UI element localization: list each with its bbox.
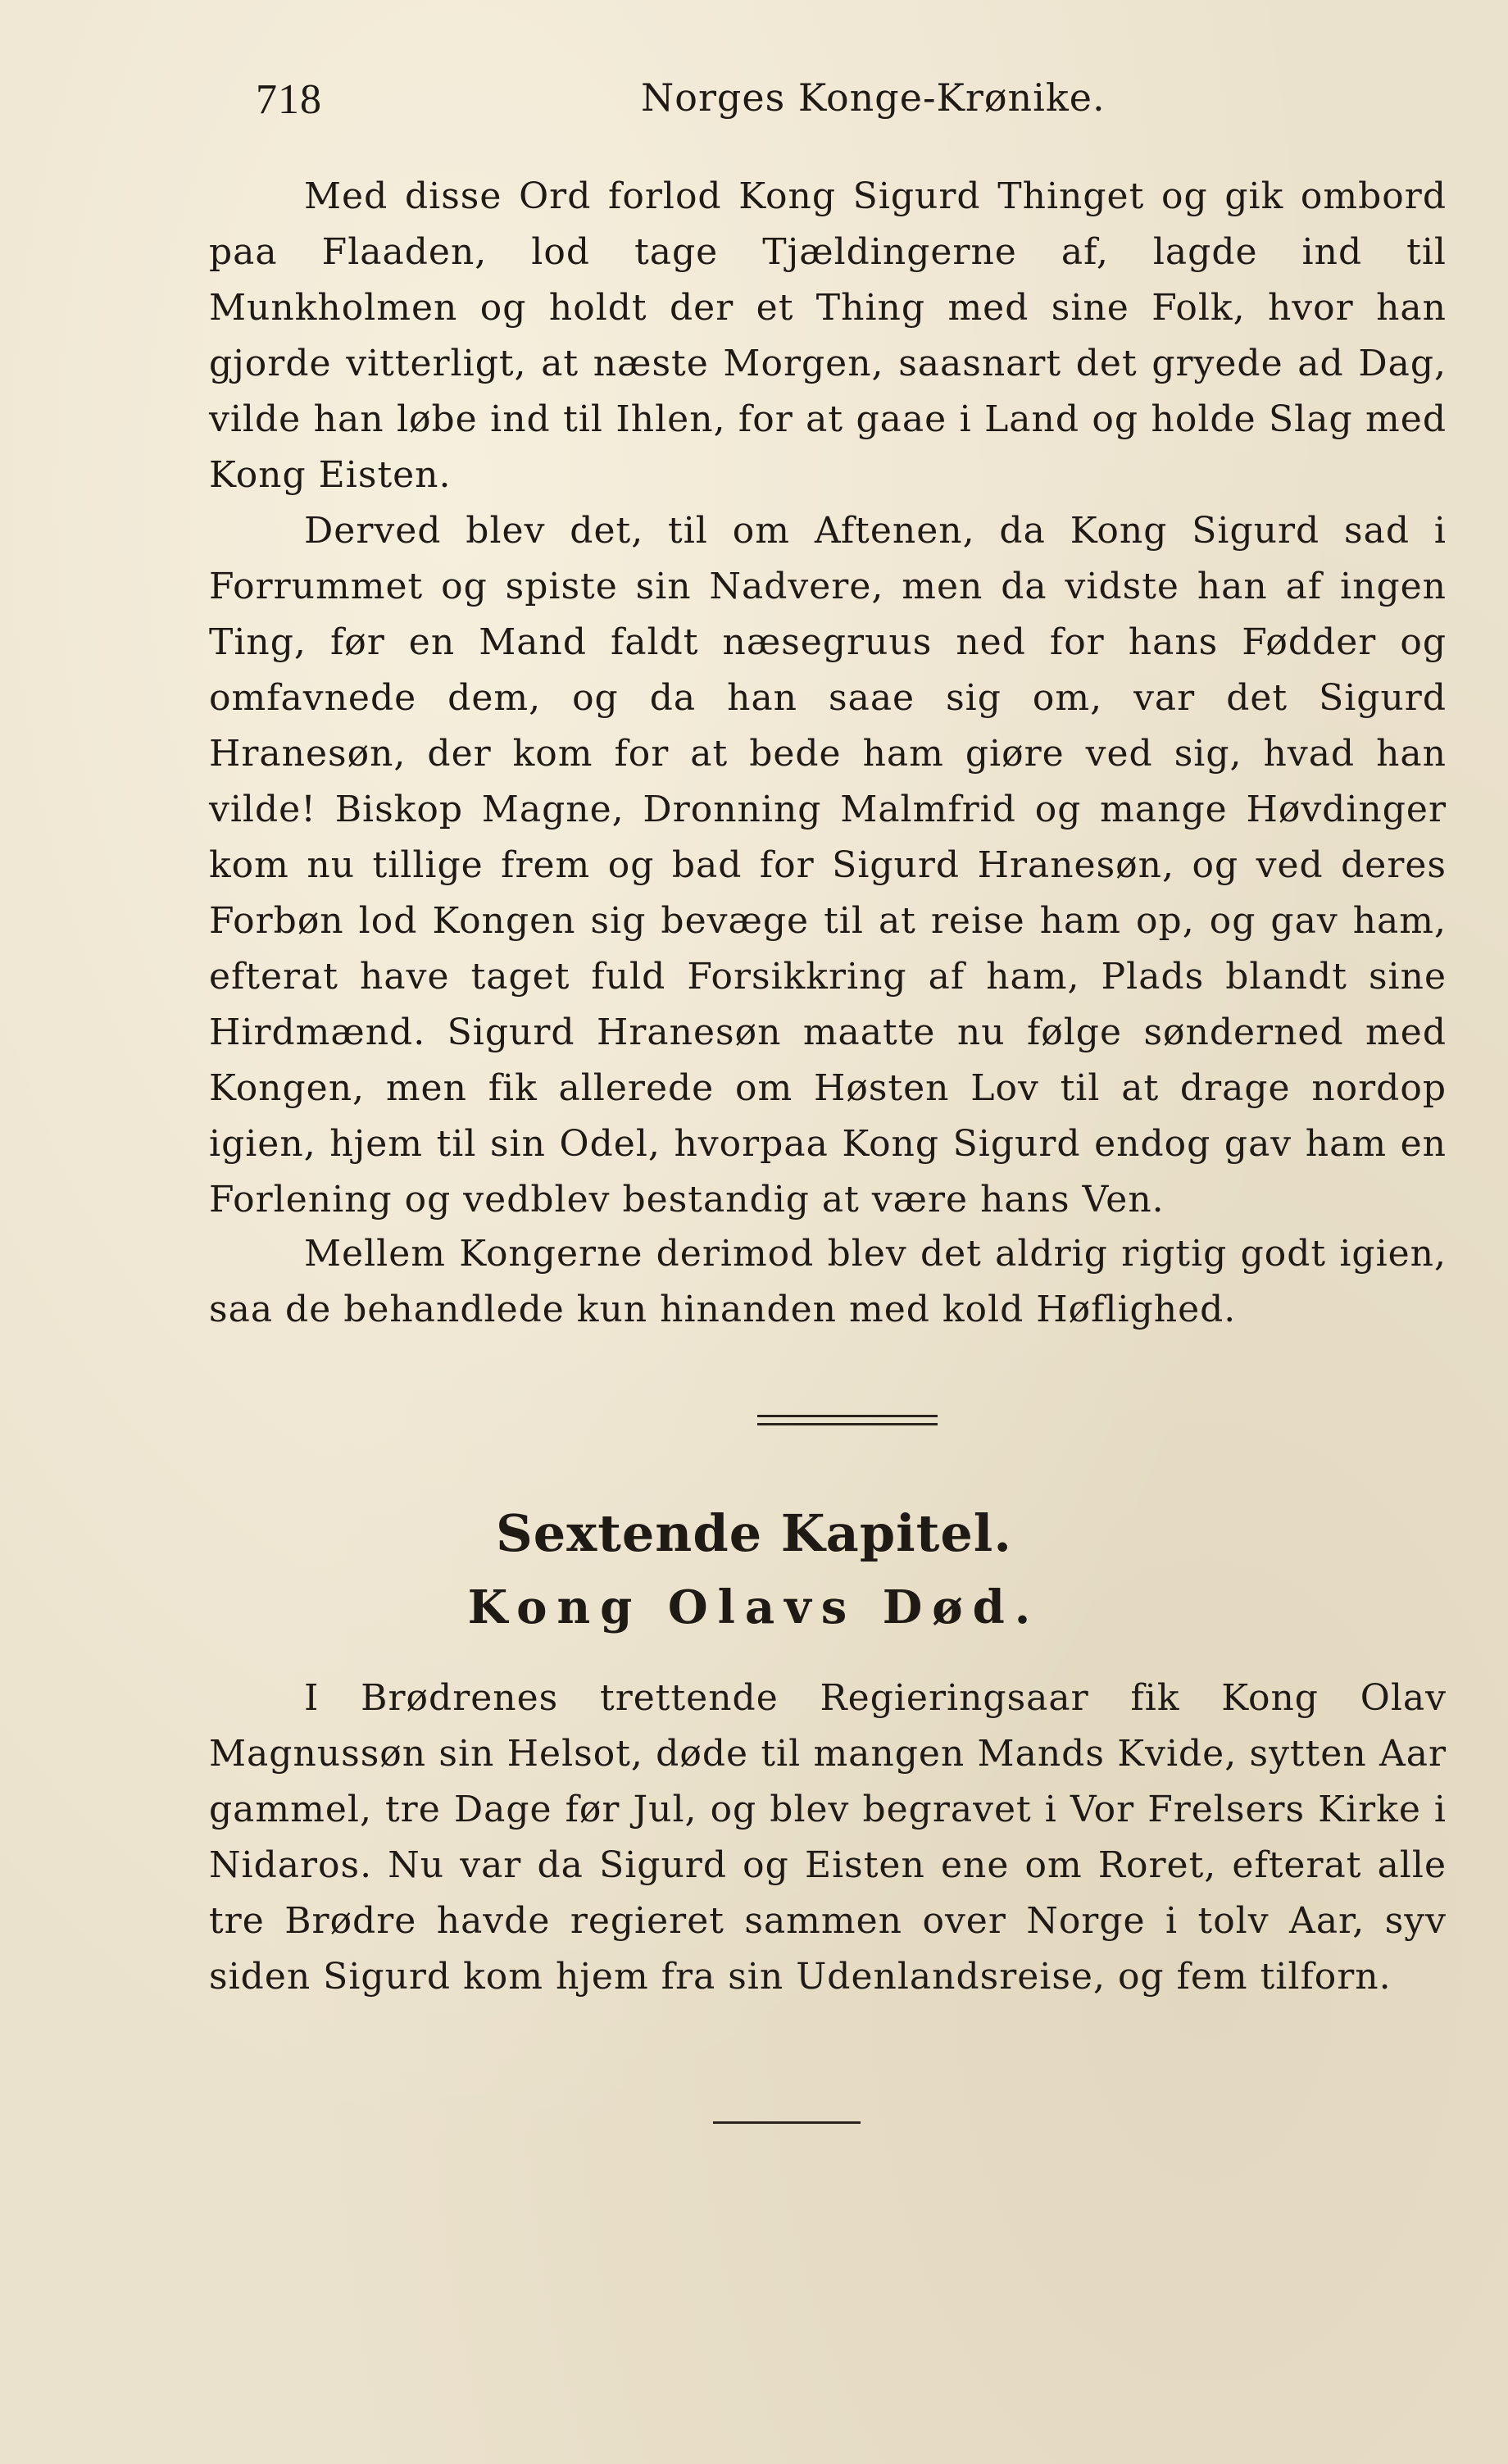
running-head: Norges Konge-Krønike. (641, 75, 1106, 120)
paragraph-1: Med disse Ord forlod Kong Sigurd Thinget og gik ombord paa Flaaden, lod tage Tjældingerne af, lagde ind til Munkholmen og holdt der et Thing med sine Folk, hvor han gjorde vitterligt, at næste Morgen, saasnart det gryede ad Dag, vilde han løbe ind til Ihlen, for at gaae i Land og holde Slag med Kong Eisten. (209, 175, 1447, 496)
chapter-subtitle: Kong Olavs Død. (467, 1580, 1041, 1634)
paragraph-3: Mellem Kongerne derimod blev det aldrig rigtig godt igien, saa de behandlede kun hinanden med kold Høflighed. (209, 1233, 1447, 1330)
chapter-paragraph: I Brødrenes trettende Regieringsaar fik Kong Olav Magnussøn sin Helsot, døde til mangen Mands Kvide, sytten Aar gammel, tre Dage før Jul, og blev begravet i Vor Frelsers Kirke i Nidaros. Nu var da Sigurd og Eisten ene om Roret, efterat alle tre Brødre havde regieret sammen over Norge i tolv Aar, syv siden Sigurd kom hjem fra sin Udenlandsreise, og fem tilforn. (209, 1677, 1447, 1998)
chapter-title: Sextende Kapitel. (496, 1503, 1012, 1563)
page-number: 718 (256, 76, 322, 123)
paragraph-2: Derved blev det, til om Aftenen, da Kong Sigurd sad i Forrummet og spiste sin Nadvere, men da vidste han af ingen Ting, før en Mand faldt næsegruus ned for hans Fødder og omfavnede dem, og da han saae sig om, var det Sigurd Hranesøn, der kom for at bede ham giøre ved sig, hvad han vilde! Biskop Magne, Dronning Malmfrid og mange Høvdinger kom nu tillige frem og bad for Sigurd Hranesøn, og ved deres Forbøn lod Kongen sig bevæge til at reise ham op, og gav ham, efterat have taget fuld Forsikkring af ham, Plads blandt sine Hirdmænd. Sigurd Hranesøn maatte nu følge sønderned med Kongen, men fik allerede om Høsten Lov til at drage nordop igien, hjem til sin Odel, hvorpaa Kong Sigurd endog gav ham en Forlening og vedblev bestandig at være hans Ven. (209, 510, 1447, 1221)
page-header (256, 75, 1447, 133)
